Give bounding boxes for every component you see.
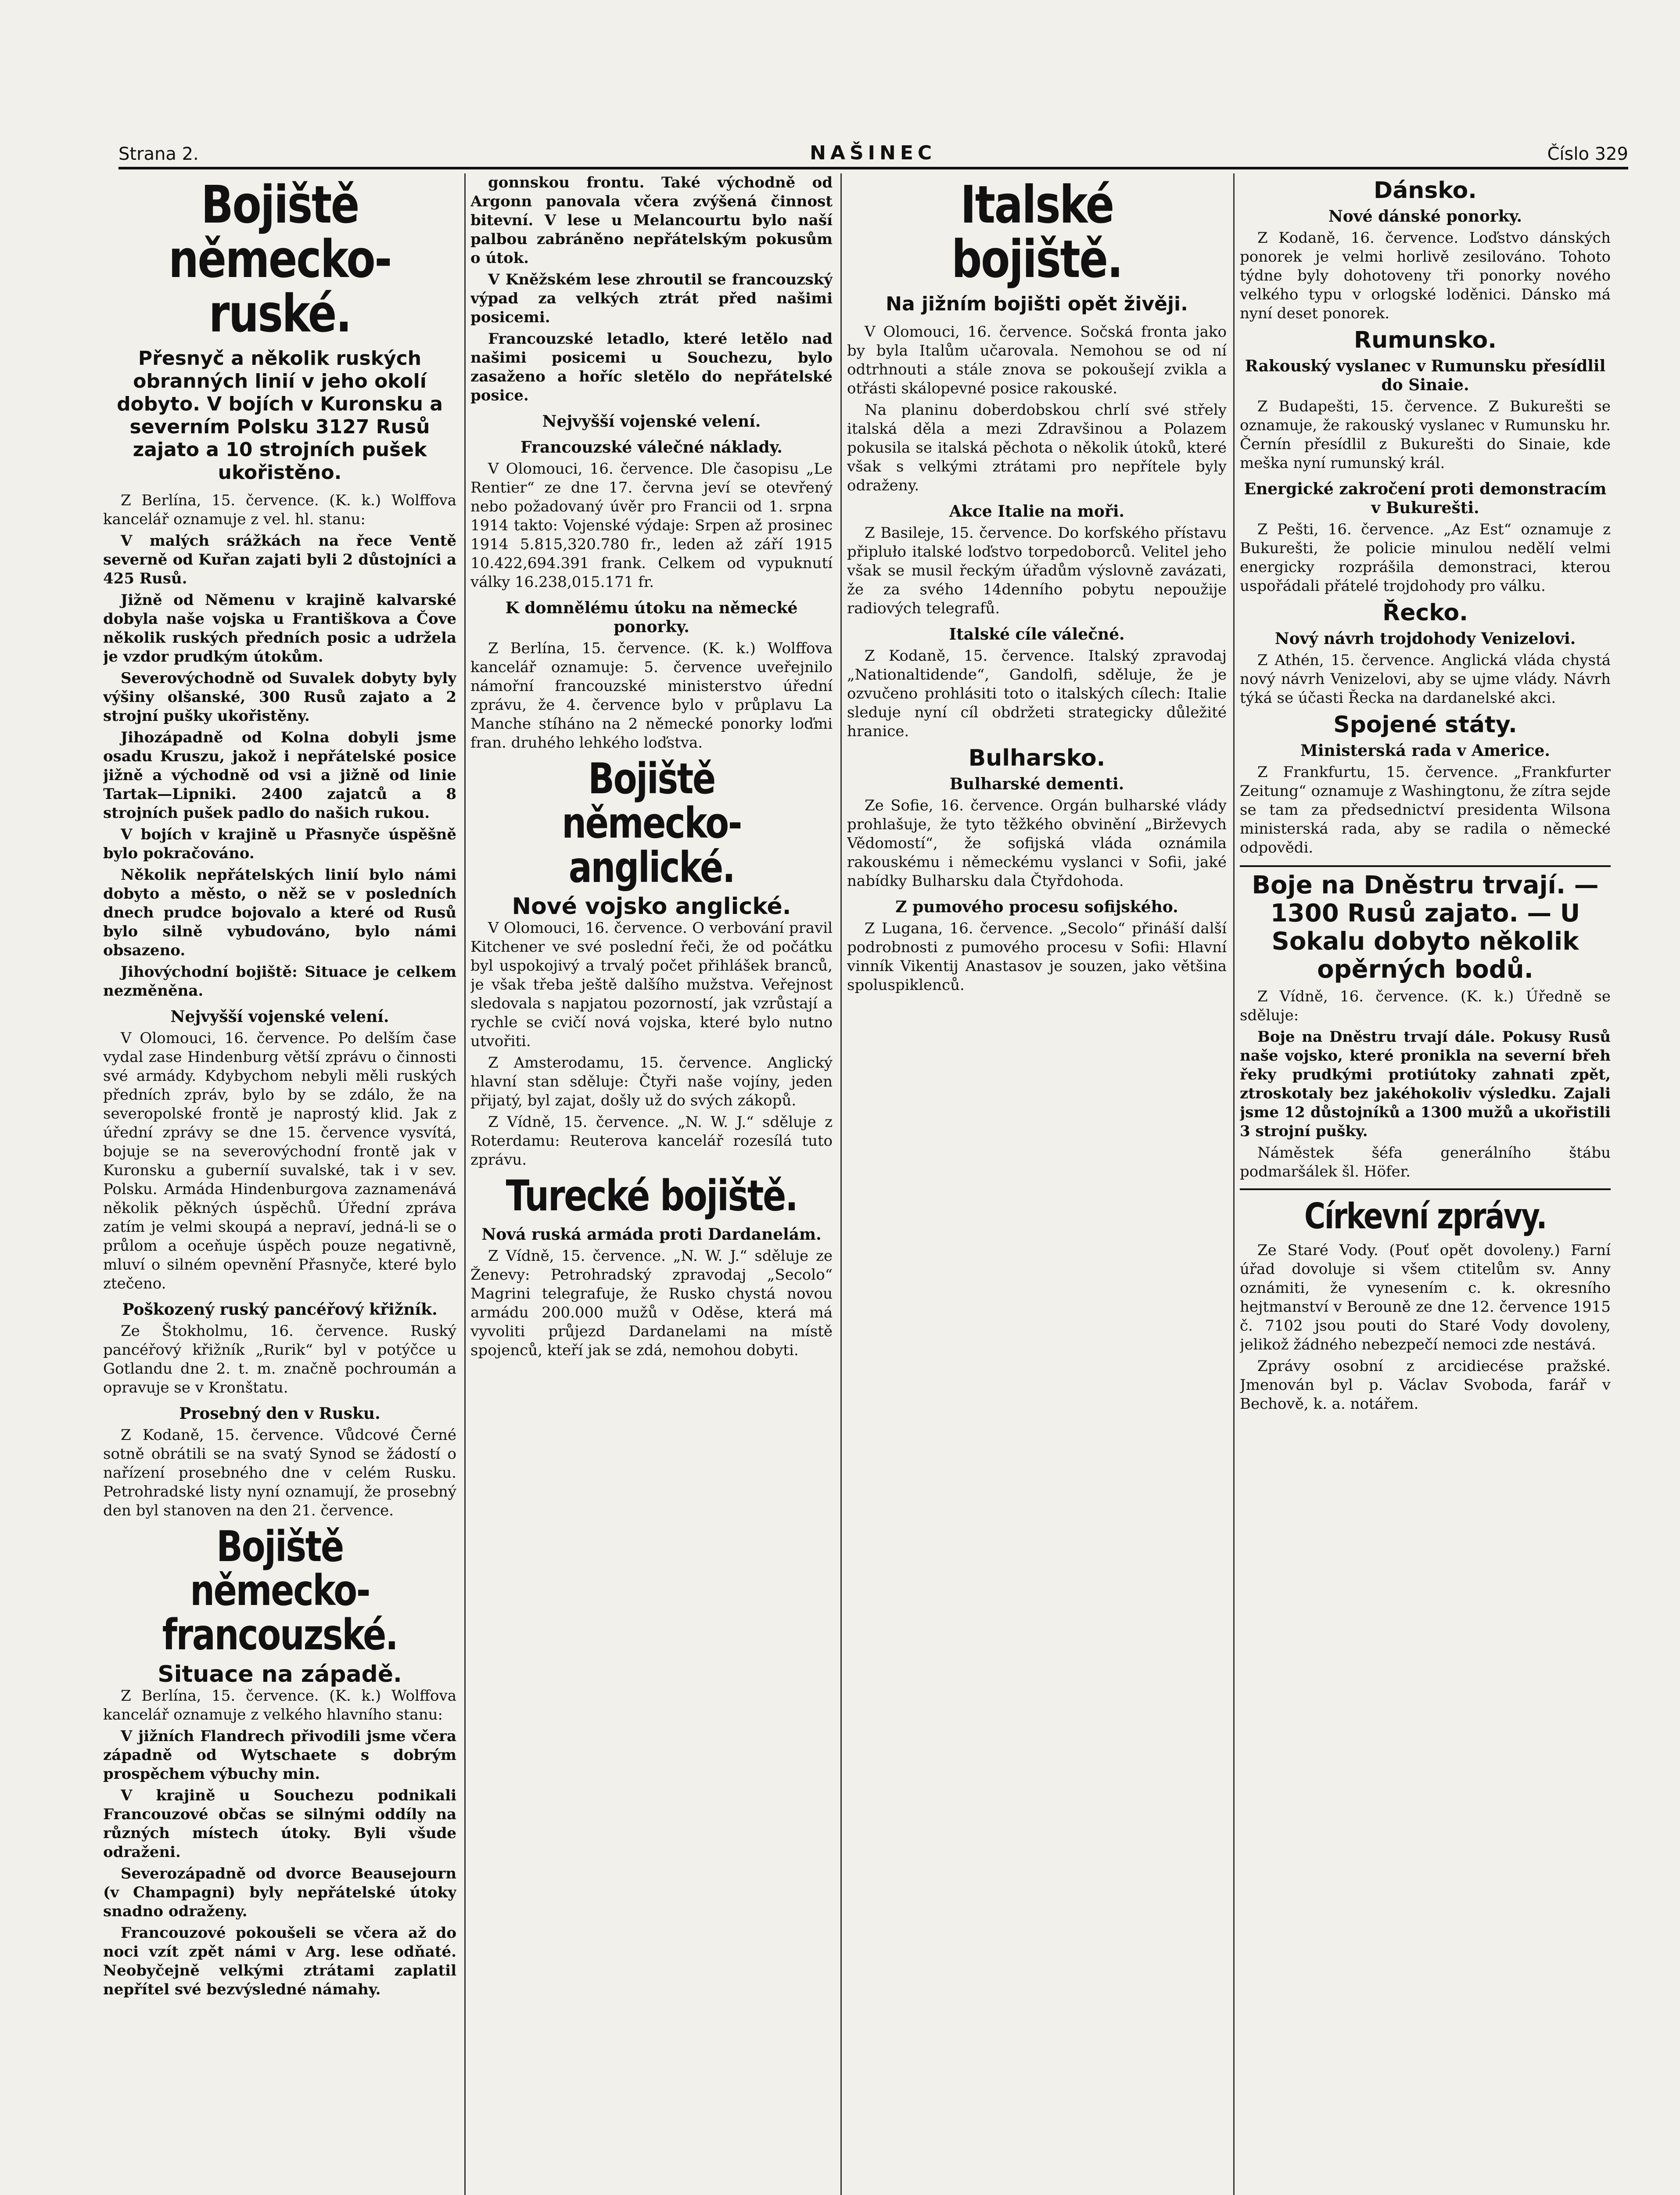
article-headline: Rakouský vyslanec v Rumunsku přesídlil do Sinaie. — [1245, 357, 1606, 394]
column-rule — [464, 173, 466, 2195]
article-headline: Bulharské dementi. — [949, 774, 1124, 793]
section-headline: Bojiště německo-ruské. — [168, 174, 391, 344]
paragraph: V Olomouci, 16. července. Dle časopisu „Le Rentier“ ze dne 17. června jeví se otevřený nebo požadovaný úvěr pro Francii od 1. srpna 1914 takto: Vojenské výdaje: Srpen až prosinec 1914 5.815,320.780 fr., leden až září 1915 10.422,694.391 frank. Celkem od vypuknutí války 16.238,015.171 fr. — [470, 460, 833, 591]
paragraph: Jihovýchodní bojiště: Situace je celkem nezměněna. — [103, 963, 456, 1000]
boxed-headline: Boje na Dněstru trvají. — 1300 Rusů zajato. — U Sokalu dobyto několik opěrných bodů. — [1252, 871, 1599, 984]
article-headline: Ministerská rada v Americe. — [1300, 741, 1550, 760]
article-headline: Z pumového procesu sofijského. — [895, 897, 1178, 916]
section-headline: Spojené státy. — [1333, 712, 1517, 738]
masthead-title: NAŠINEC — [810, 142, 937, 164]
paragraph: Z Vídně, 16. července. (K. k.) Úředně se sděluje: — [1240, 988, 1611, 1024]
paragraph: V Olomouci, 16. července. Sočská fronta jako by byla Italům učarovala. Nemohou se od ní odtrhnouti a stále znova se pokoušejí zvikla a otřásti skálopevné posice rakouské. — [847, 323, 1227, 397]
paragraph: Z Budapešti, 15. července. Z Bukurešti se oznamuje, že rakouský vyslanec v Rumunsku hr. Černín přesídlil z Bukurešti do Sinaie, kde meška nyní rumunský král. — [1240, 398, 1611, 472]
paragraph: Z Kodaně, 16. července. Loďstvo dánských ponorek je velmi horlivě zesilováno. Tohoto týdne byly dohotoveny tři ponorky nového velkého typu v orlogské loděnici. Dánsko má nyní deset ponorek. — [1240, 229, 1611, 322]
article-headline: Nové vojsko anglické. — [512, 893, 791, 920]
column-3 — [847, 173, 1227, 2195]
paragraph: Ze Staré Vody. (Pouť opět dovoleny.) Farní úřad dovoluje si všem ctitelům sv. Anny oznámiti, že vynesením c. k. okresního hejtmanství v Berouně ze dne 12. července 1915 č. 7102 jsou pouti do Staré Vody dovoleny, jelikož žádného nebezpečí nemoci zde nestává. — [1240, 1241, 1611, 1353]
paragraph: Severozápadně od dvorce Beausejourn (v Champagni) byly nepřátelské útoky snadno odraženy. — [103, 1865, 456, 1921]
column-rule — [1233, 173, 1235, 2195]
column-1 — [103, 173, 456, 2195]
article-headline: Akce Italie na moři. — [949, 502, 1125, 521]
paragraph: Z Frankfurtu, 15. července. „Frankfurter Zeitung“ oznamuje z Washingtonu, že zítra sejde se tam za předsednictví presidenta Wilsona ministerská rada, aby se radila o německé odpovědi. — [1240, 763, 1611, 856]
paragraph: Z Athén, 15. července. Anglická vláda chystá nový návrh Venizelovi, aby se ujme vlády. Návrh týká se účasti Řecka na dardanelské akci. — [1240, 651, 1611, 707]
paragraph: Z Kodaně, 15. července. Italský zpravodaj „Nationaltidende“, Gandolfi, sděluje, že je ozvučeno prohlásiti toto o italských cílech: Italie sleduje nyní cíl obdržeti strategicky důležité hranice. — [847, 647, 1227, 740]
paragraph: Z Pešti, 16. července. „Az Est“ oznamuje z Bukurešti, že policie minulou nedělí velmi energicky rozprášila demonstraci, kterou uspořádali přátelé trojdohody pro válku. — [1240, 521, 1611, 595]
paragraph: Ze Sofie, 16. července. Orgán bulharské vlády prohlašuje, že tyto těžkého obvinění „Birževych Vědomostí“, že sofijská vláda oznámila rakouskému i německému vyslanci v Sofii, jaké nabídky Bulharsku dala Čtyřdohoda. — [847, 796, 1227, 890]
paragraph: Z Kodaně, 15. července. Vůdcové Černé sotně obrátili se na svatý Synod se žádostí o nařízení prosebného dne v celém Rusku. Petrohradské listy nyní oznamují, že prosebný den byl stanoven na den 21. července. — [103, 1426, 456, 1519]
article-lead: Na jižním bojišti opět živěji. — [886, 292, 1188, 315]
paragraph: Francouzové pokoušeli se včera až do noci vzít zpět námi v Arg. lese odňaté. Neobyčejně velkými ztrátami zaplatil nepřítel své bezvýsledné námahy. — [103, 1924, 456, 1999]
section-headline: Církevní zprávy. — [1304, 1196, 1546, 1237]
paragraph: V Olomouci, 16. července. Po delším čase vydal zase Hindenburg větší zprávu o činnosti své armády. Kdybychom nebyli měli ruských předních zpráv, bylo by se zdálo, že na severopolské frontě je naprostý klid. Jak z úřední zprávy se dne 15. července vysvítá, bojuje se na severovýchodní frontě jak v Kuronsku a guberníí suvalské, tak i v sev. Polsku. Armáda Hindenburgova zaznamenává několik pěkných úspěchů. Úřední zpráva zatím je velmi skoupá a nepraví, jedná-li se o průlom a oceňuje úspěch pouze negativně, mluví o silném opevnění Přasnyče, které bylo ztečeno. — [103, 1029, 456, 1292]
signature: Nejvyšší vojenské velení. — [170, 1007, 389, 1026]
paragraph: Jižně od Němenu v krajině kalvarské dobyla naše vojska u Františkova a Čove několik ruských předních posic a udržela je vzdor prudkým útokům. — [103, 591, 456, 666]
paragraph: Boje na Dněstru trvají dále. Pokusy Rusů naše vojsko, které pronikla na severní břeh řeky prudkými protiútoky zahnati zpět, ztroskotaly bez jakéhokoliv výsledku. Zajali jsme 12 důstojníků a 1300 mužů a ukořistili 3 strojní pušky. — [1240, 1028, 1611, 1140]
article-headline: K domnělému útoku na německé ponorky. — [505, 599, 798, 636]
page-number: Strana 2. — [118, 144, 199, 164]
paragraph: Severovýchodně od Suvalek dobyty byly výšiny olšanské, 300 Rusů zajato a 2 strojní pušky ukořistěny. — [103, 669, 456, 725]
article-lead: Přesnyč a několik ruských obranných linií v jeho okolí dobyto. V bojích v Kuronsku a severním Polsku 3127 Rusů zajato a 10 strojních pušek ukořistěno. — [117, 347, 443, 484]
column-2 — [470, 173, 833, 2195]
column-4 — [1240, 173, 1611, 2195]
article-headline: Italské cíle válečné. — [949, 625, 1125, 644]
section-headline: Turecké bojiště. — [506, 1171, 797, 1221]
page-header — [118, 140, 1628, 169]
paragraph: Několik nepřátelských linií bylo námi dobyto a město, o něž se v posledních dnech prudce bojovalo a které od Rusů bylo silně vybudováno, bylo námi obsazeno. — [103, 866, 456, 959]
paragraph: Francouzské letadlo, které letělo nad našimi posicemi u Souchezu, bylo zasaženo a hoříc sletělo do nepřátelské posice. — [470, 330, 833, 404]
column-rule — [840, 173, 842, 2195]
article-headline: Situace na západě. — [158, 1661, 402, 1688]
article-headline: Poškozený ruský pancéřový křižník. — [122, 1300, 438, 1319]
paragraph: V Olomouci, 16. července. O verbování pravil Kitchener ve své poslední řeči, že od počátku byl uspokojivý a trvalý počet přihlášek branců, je však třeba ještě dalšího mužstva. Veřejnost sledovala s napjatou pozorností, jak vzrůstají a rychle se cvičí nová vojska, které bylo nutno utvořiti. — [470, 919, 833, 1051]
article-headline: Prosebný den v Rusku. — [179, 1404, 381, 1423]
paragraph: Z Vídně, 15. července. „N. W. J.“ sděluje ze Ženevy: Petrohradský zpravodaj „Secolo“ Magrini telegrafuje, že Rusko chystá novou armádu 200.000 mužů v Oděse, která má vyvoliti průjezd Dardanelami na místě spojenců, kteří jak se zdá, nemohou dobyti. — [470, 1247, 833, 1360]
paragraph: V jižních Flandrech přivodili jsme včera západně od Wytschaete s dobrým prospěchem výbuchy min. — [103, 1727, 456, 1783]
paragraph: Z Berlína, 15. července. (K. k.) Wolffova kancelář oznamuje: 5. července uveřejnilo námořní francouzské ministerstvo úřední zprávu, že 4. července bylo v průplavu La Manche stíháno na 2 německé ponorky loďmi fran. druhého lehkého loďstva. — [470, 640, 833, 752]
section-headline: Italské bojiště. — [951, 174, 1122, 289]
paragraph: V krajině u Souchezu podnikali Francouzové občas se silnými oddíly na různých místech útoky. Byli všude odraženi. — [103, 1787, 456, 1861]
article-headline: Energické zakročení proti demonstracím v Bukurešti. — [1244, 480, 1607, 517]
signature: Náměstek šéfa generálního štábu podmaršálek šl. Höfer. — [1240, 1144, 1611, 1180]
paragraph: Jihozápadně od Kolna dobyli jsme osadu Kruszu, jakož i nepřátelské posice jižně a východně od vsi a jižně od linie Tartak—Lipniki. 2400 zajatců a 8 strojních pušek padlo do našich rukou. — [103, 728, 456, 822]
paragraph: V malých srážkách na řece Ventě severně od Kuřan zajati byli 2 důstojníci a 425 Rusů. — [103, 532, 456, 587]
boxed-report — [1240, 865, 1611, 1190]
article-headline: Francouzské válečné náklady. — [521, 438, 783, 457]
paragraph: V bojích v krajině u Přasnyče úspěšně bylo pokračováno. — [103, 825, 456, 862]
issue-number: Číslo 329 — [1547, 144, 1628, 164]
paragraph: Z Berlína, 15. července. (K. k.) Wolffova kancelář oznamuje z velkého hlavního stanu: — [103, 1687, 456, 1724]
paragraph: Z Vídně, 15. července. „N. W. J.“ sděluje z Roterdamu: Reuterova kancelář rozesílá tuto zprávu. — [470, 1113, 833, 1169]
paragraph: Z Basileje, 15. července. Do korfského přístavu připluło italské loďstvo torpedoborců. Velitel jeho však se musil řeckým úřadům výslovně zavázati, že za svého 14denního pobytu nepoužije radiových telegrafů. — [847, 524, 1227, 617]
paragraph: Z Amsterodamu, 15. července. Anglický hlavní stan sděluje: Čtyři naše vojíny, jeden přijatý, byl zajat, došly už do svých zákopů. — [470, 1054, 833, 1110]
article-headline: Nový návrh trojdohody Venizelovi. — [1274, 630, 1576, 648]
section-headline: Bojiště německo-francouzské. — [162, 1522, 398, 1660]
section-headline: Bojiště německo-anglické. — [562, 754, 741, 892]
paragraph: Na planinu doberdobskou chrlí své střely italská děla a mezi Zdravšinou a Polazem pokusila se italská pěchota o několik útoků, které však s velkými ztrátami pro nepřítele byly odraženy. — [847, 401, 1227, 494]
paragraph: Zprávy osobní z arcidiecése pražské. Jmenován byl p. Václav Svoboda, farář v Bechově, k. a. notářem. — [1240, 1357, 1611, 1413]
section-headline: Bulharsko. — [968, 745, 1106, 771]
signature: Nejvyšší vojenské velení. — [542, 412, 761, 431]
section-headline: Rumunsko. — [1354, 327, 1497, 353]
section-headline: Dánsko. — [1374, 177, 1477, 204]
paragraph: V Kněžském lese zhroutil se francouzský výpad za velkých ztrát před našimi posicemi. — [470, 271, 833, 326]
paragraph: gonnskou frontu. Také východně od Argonn panovala včera zvýšená činnost bitevní. V lese u Melancourtu bylo naší palbou zabráněno nepřátelským pokusům o útok. — [470, 174, 833, 267]
paragraph: Ze Štokholmu, 16. července. Ruský pancéřový křižník „Rurik“ byl v potýčce u Gotlandu dne 2. t. m. značně pochroumán a opravuje se v Kronštatu. — [103, 1322, 456, 1396]
paragraph: Z Lugana, 16. července. „Secolo“ přináší další podrobnosti z pumového procesu v Sofii: Hlavní vinník Vikentij Anastasov je souzen, jako většina spoluspiklenců. — [847, 919, 1227, 994]
article-headline: Nová ruská armáda proti Dardanelám. — [481, 1225, 822, 1244]
section-headline: Řecko. — [1382, 600, 1468, 626]
article-headline: Nové dánské ponorky. — [1328, 207, 1522, 226]
paragraph: Z Berlína, 15. července. (K. k.) Wolffova kancelář oznamuje z vel. hl. stanu: — [103, 491, 456, 528]
